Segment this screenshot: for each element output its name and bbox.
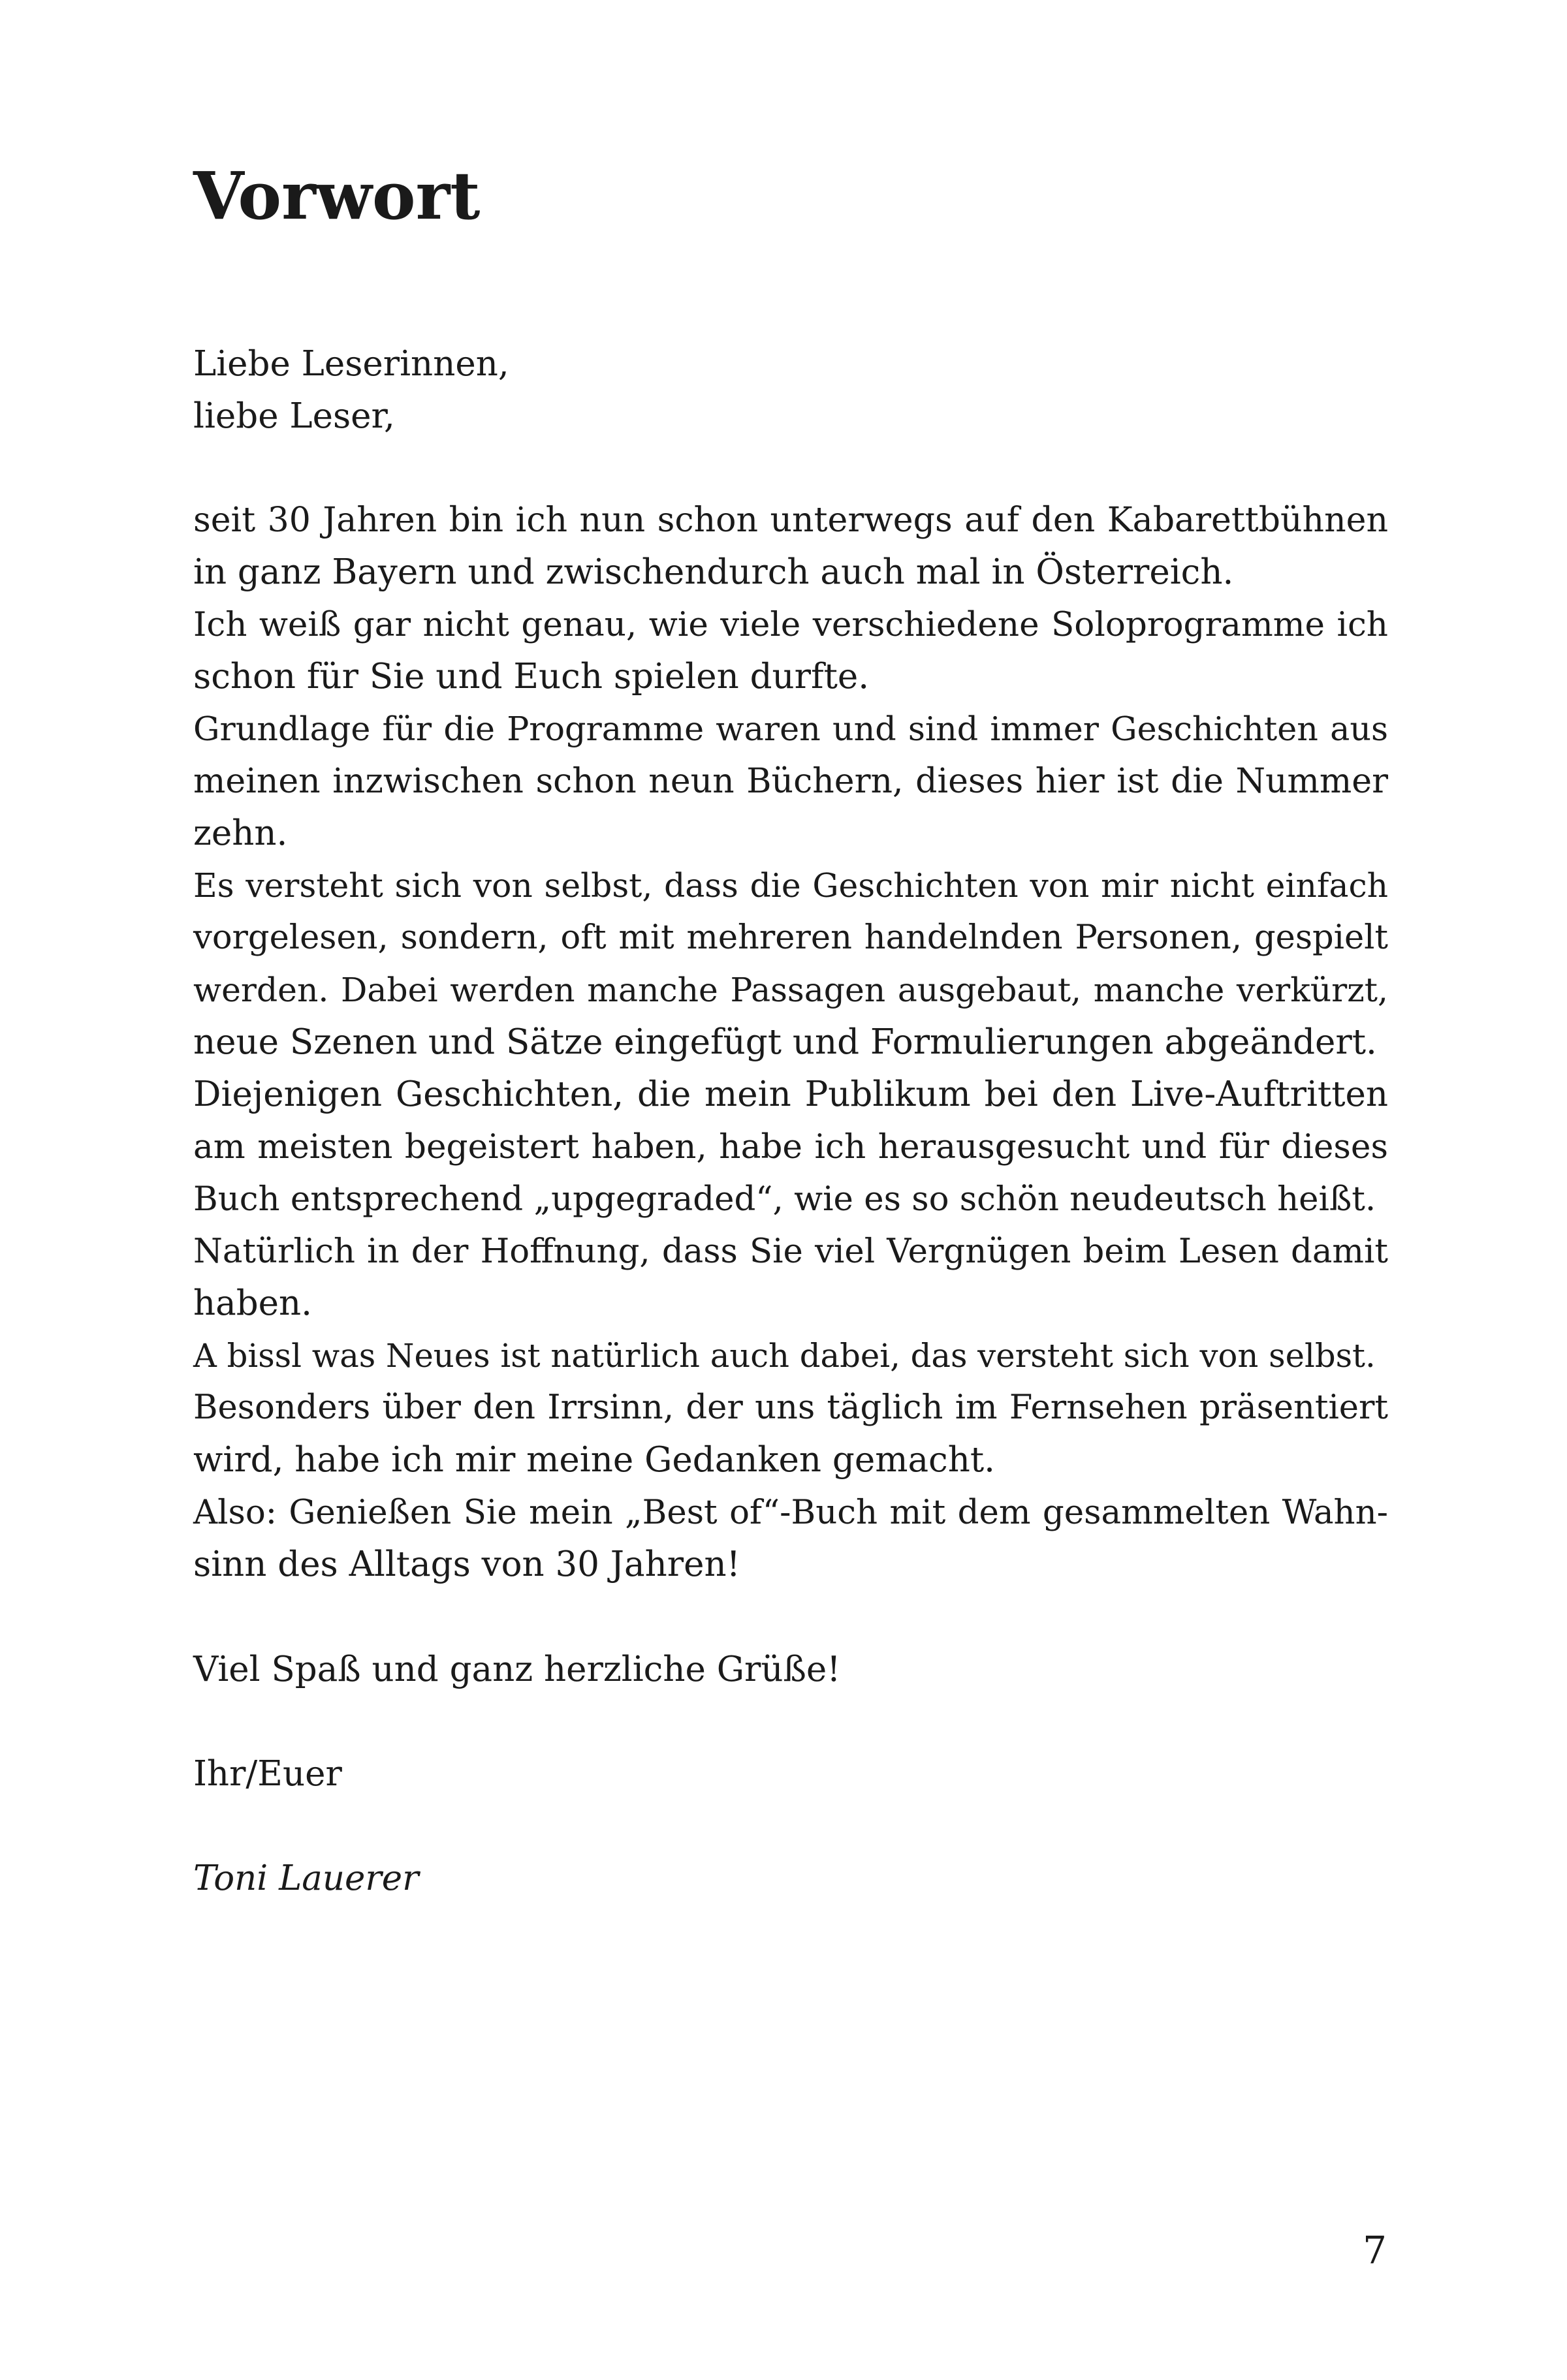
body-text-line: werden. Dabei werden manche Passagen ausgebaut, manche verkürzt, xyxy=(193,971,1388,1009)
body-text-line: Also: Genießen Sie mein „Best of“-Buch mit dem gesammelten Wahn- xyxy=(193,1493,1388,1532)
signoff-line: Ihr/Euer xyxy=(193,1754,342,1794)
body-text-line: seit 30 Jahren bin ich nun schon unterwegs auf den Kabarettbühnen xyxy=(193,501,1388,540)
salutation xyxy=(193,338,1388,443)
body-text-line: in ganz Bayern und zwischendurch auch mal in Österreich. xyxy=(193,552,1234,592)
body-text-line: Buch entsprechend „upgegraded“, wie es so schön neudeutsch heißt. xyxy=(193,1180,1376,1219)
body-text-line: sinn des Alltags von 30 Jahren! xyxy=(193,1544,740,1584)
body-text-line: meinen inzwischen schon neun Büchern, dieses hier ist die Nummer xyxy=(193,762,1388,801)
salutation-line: liebe Leser, xyxy=(193,396,395,436)
body-text-line: Ich weiß gar nicht genau, wie viele verschiedene Soloprogramme ich xyxy=(193,605,1388,644)
body-text-line: schon für Sie und Euch spielen durfte. xyxy=(193,657,870,697)
body-text-line: Grundlage für die Programme waren und sind immer Geschichten aus xyxy=(193,710,1388,748)
closing-line: Viel Spaß und ganz herzliche Grüße! xyxy=(193,1650,841,1689)
body-text-line: Natürlich in der Hoffnung, dass Sie viel Vergnügen beim Lesen damit xyxy=(193,1232,1388,1271)
body-text-line: Diejenigen Geschichten, die mein Publikum bei den Live-Auftritten xyxy=(193,1074,1388,1114)
body-text xyxy=(193,494,1388,1591)
body-text-line: neue Szenen und Sätze eingefügt und Formulierungen abgeändert. xyxy=(193,1022,1377,1062)
body-text-line: haben. xyxy=(193,1283,313,1323)
body-text-line: A bissl was Neues ist natürlich auch dabei, das versteht sich von selbst. xyxy=(193,1337,1376,1375)
body-text-line: wird, habe ich mir meine Gedanken gemacht. xyxy=(193,1440,996,1480)
page-number: 7 xyxy=(1363,2228,1387,2272)
salutation-line: Liebe Leserinnen, xyxy=(193,344,509,384)
body-text-line: Besonders über den Irrsinn, der uns täglich im Fernsehen präsentiert xyxy=(193,1388,1388,1427)
author-signature: Toni Lauerer xyxy=(193,1858,419,1898)
page-title: Vorwort xyxy=(193,157,481,234)
body-text-line: Es versteht sich von selbst, dass die Geschichten von mir nicht einfach xyxy=(193,866,1388,905)
body-text-line: am meisten begeistert haben, habe ich herausgesucht und für dieses xyxy=(193,1127,1388,1167)
body-text-line: zehn. xyxy=(193,813,288,853)
body-text-line: vorgelesen, sondern, oft mit mehreren handelnden Personen, gespielt xyxy=(193,918,1388,957)
